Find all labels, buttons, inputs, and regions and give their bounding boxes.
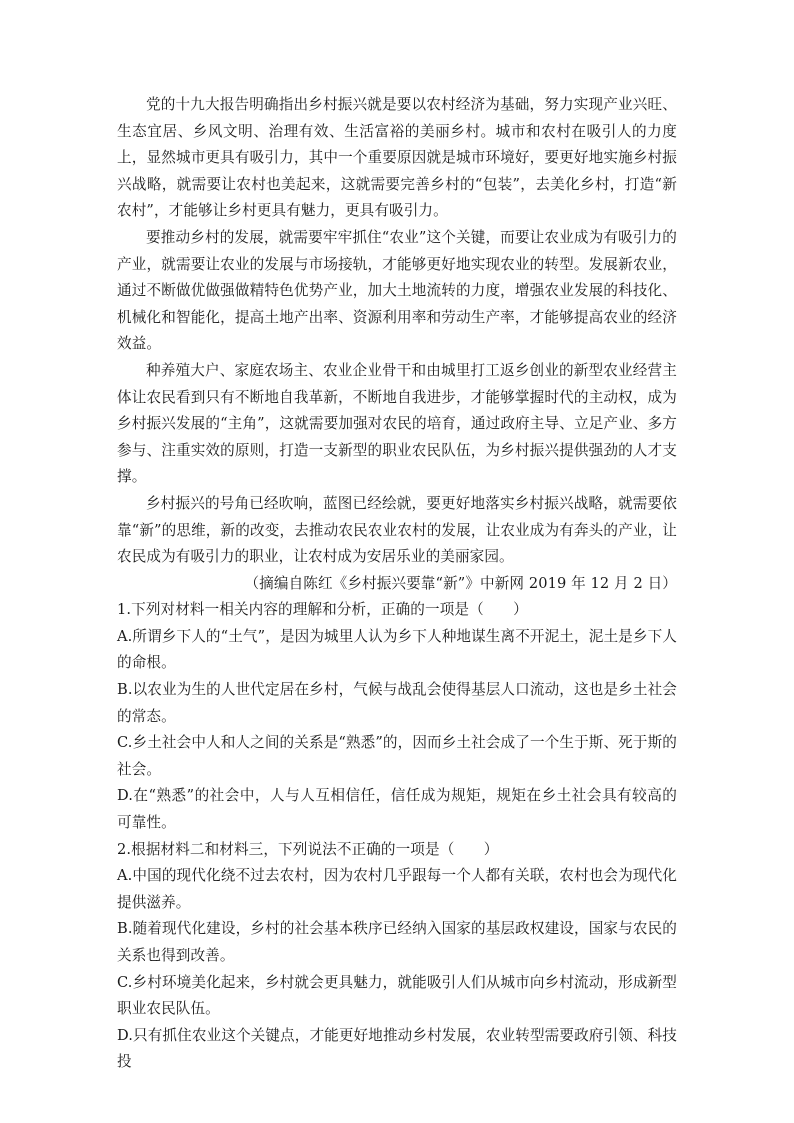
- question-1: [117, 597, 677, 836]
- option-c: C.乡土社会中人和人之间的关系是“熟悉”的，因而乡土社会成了一个生于斯、死于斯的社会。: [117, 734, 677, 778]
- article-paragraph: 党的十九大报告明确指出乡村振兴就是要以农村经济为基础，努力实现产业兴旺、生态宜居、乡风文明、治理有效、生活富裕的美丽乡村。城市和农村在吸引人的力度上，显然城市更具有吸引力，其中一个重要原因就是城市环境好，要更好地实施乡村振兴战略，就需要让农村也美起来，这就需要完善乡村的“包装”，去美化乡村，打造“新农村”，才能够让乡村更具有魅力，更具有吸引力。: [117, 96, 677, 220]
- option-a: A.所谓乡下人的“土气”，是因为城里人认为乡下人种地谋生离不开泥土，泥土是乡下人的命根。: [117, 627, 677, 672]
- question-stem: 2.根据材料二和材料三，下列说法不正确的一项是（ ）: [117, 840, 499, 858]
- option-d: D.在“熟悉”的社会中，人与人互相信任，信任成为规矩，规矩在乡土社会具有较高的可靠性。: [117, 787, 677, 832]
- option-b: B.以农业为生的人世代定居在乡村，气候与战乱会使得基层人口流动，这也是乡土社会的常态。: [117, 681, 677, 725]
- question-2: [117, 837, 677, 1076]
- option-a: A.中国的现代化绕不过去农村，因为农村几乎跟每一个人都有关联，农村也会为现代化提供滋养。: [117, 867, 677, 911]
- article-paragraph: 种养殖大户、家庭农场主、农业企业骨干和由城里打工返乡创业的新型农业经营主体让农民看到只有不断地自我革新，不断地自我进步，才能够掌握时代的主动权，成为乡村振兴发展的“主角”，这就需要加强对农民的培育，通过政府主导、立足产业、多方参与、注重实效的原则，打造一支新型的职业农民队伍，为乡村振兴提供强劲的人才支撑。: [117, 361, 677, 486]
- article-source: （摘编自陈红《乡村振兴要靠“新”》中新网 2019 年 12 月 2 日）: [244, 574, 677, 592]
- option-b: B.随着现代化建设，乡村的社会基本秩序已经纳入国家的基层政权建设，国家与农民的关系也得到改善。: [117, 920, 677, 964]
- article-paragraph: 要推动乡村的发展，就需要牢牢抓住“农业”这个关键，而要让农业成为有吸引力的产业，就需要让农业的发展与市场接轨，才能够更好地实现农业的转型。发展新农业，通过不断做优做强做精特色优势产业，加大土地流转的力度，增强农业发展的科技化、机械化和智能化，提高土地产出率、资源利用率和劳动生产率，才能够提高农业的经济效益。: [117, 228, 677, 353]
- option-c: C.乡村环境美化起来，乡村就会更具魅力，就能吸引人们从城市向乡村流动，形成新型职业农民队伍。: [117, 973, 677, 1018]
- document-page: [117, 92, 677, 1076]
- option-d: D.只有抓住农业这个关键点，才能更好地推动乡村发展，农业转型需要政府引领、科技投: [117, 1026, 677, 1071]
- article-paragraph: 乡村振兴的号角已经吹响，蓝图已经绘就，要更好地落实乡村振兴战略，就需要依靠“新”的思维，新的改变，去推动农民农业农村的发展，让农业成为有奔头的产业，让农民成为有吸引力的职业，让农村成为安居乐业的美丽家园。: [117, 494, 677, 566]
- question-stem: 1.下列对材料一相关内容的理解和分析，正确的一项是（ ）: [117, 601, 528, 619]
